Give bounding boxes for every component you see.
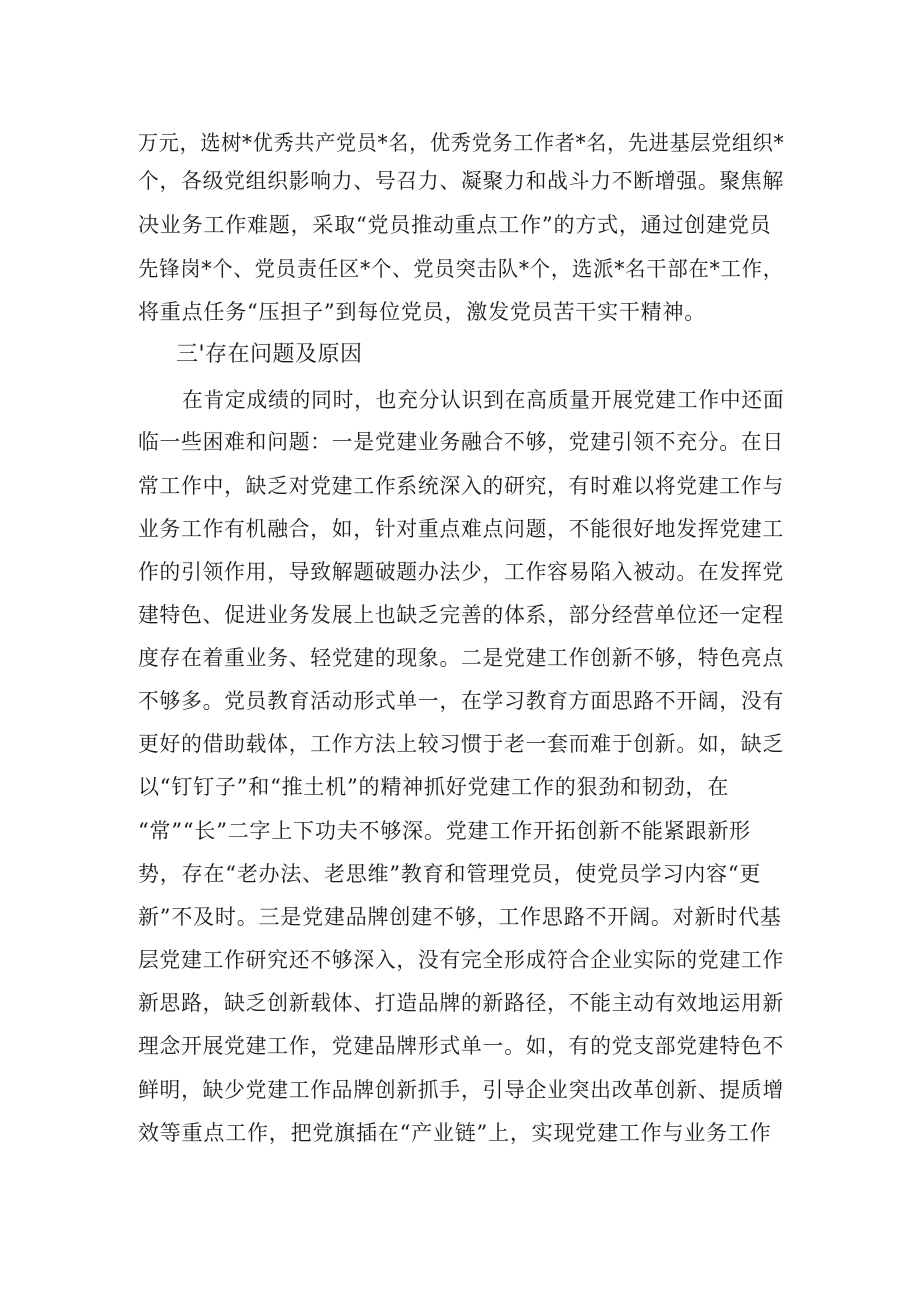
paragraph-line: 常工作中，缺乏对党建工作系统深入的研究，有时难以将党建工作与: [138, 474, 784, 498]
paragraph-line: 更好的借助载体，工作方法上较习惯于老一套而难于创新。如，缺乏: [138, 732, 784, 756]
paragraph-line: 先锋岗*个、党员责任区*个、党员突击队*个，选派*名干部在*工作，: [138, 257, 784, 281]
paragraph-line: 个，各级党组织影响力、号召力、凝聚力和战斗力不断增强。聚焦解: [138, 169, 784, 193]
paragraph-line: 以“钉钉子”和“推土机”的精神抓好党建工作的狠劲和韧劲，在: [138, 775, 730, 799]
paragraph-line: 将重点任务“压担子”到每位党员，激发党员苦干实干精神。: [138, 300, 707, 324]
paragraph-line: 万元，选树*优秀共产党员*名，优秀党务工作者*名，先进基层党组织*: [138, 131, 785, 155]
paragraph-line: 决业务工作难题，采取“党员推动重点工作”的方式，通过创建党员: [138, 213, 772, 237]
paragraph-line: 势，存在“老办法、老思维”教育和管理党员，使党员学习内容“更: [138, 862, 762, 886]
paragraph-line: 新”不及时。三是党建品牌创建不够，工作思路不开阔。对新时代基: [138, 905, 782, 929]
paragraph-line: 效等重点工作，把党旗插在“产业链”上，实现党建工作与业务工作: [138, 1121, 772, 1145]
paragraph-line: 不够多。党员教育活动形式单一，在学习教育方面思路不开阔，没有: [138, 689, 784, 713]
paragraph-line: 鲜明，缺少党建工作品牌创新抓手，引导企业突出改革创新、提质增: [138, 1078, 784, 1102]
paragraph-line: 层党建工作研究还不够深入，没有完全形成符合企业实际的党建工作: [138, 948, 784, 972]
paragraph-line: 作的引领作用，导致解题破题办法少，工作容易陷入被动。在发挥党: [138, 560, 784, 584]
paragraph-line: 建特色、促进业务发展上也缺乏完善的体系，部分经营单位还一定程: [138, 603, 784, 627]
paragraph-line: 新思路，缺乏创新载体、打造品牌的新路径，不能主动有效地运用新: [138, 991, 784, 1015]
paragraph-line: 度存在着重业务、轻党建的现象。二是党建工作创新不够，特色亮点: [138, 646, 784, 670]
paragraph-line: 临一些困难和问题：一是党建业务融合不够，党建引领不充分。在日: [138, 430, 784, 454]
paragraph-line: 理念开展党建工作，党建品牌形式单一。如，有的党支部党建特色不: [138, 1034, 784, 1058]
paragraph-line: 在肯定成绩的同时，也充分认识到在高质量开展党建工作中还面: [182, 388, 785, 412]
paragraph-line: “常”“长”二字上下功夫不够深。党建工作开拓创新不能紧跟新形: [138, 819, 751, 843]
paragraph-line: 业务工作有机融合，如，针对重点难点问题，不能很好地发挥党建工: [138, 517, 784, 541]
section-heading: 三'存在问题及原因: [176, 342, 363, 367]
